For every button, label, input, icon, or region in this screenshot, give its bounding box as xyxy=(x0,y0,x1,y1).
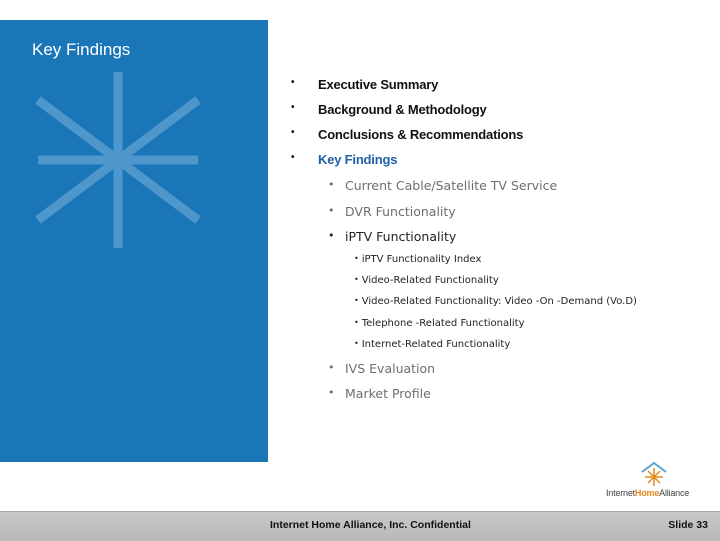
bullet-icon: • xyxy=(354,296,359,305)
sub-item-label: Current Cable/Satellite TV Service xyxy=(345,178,558,193)
bullet-icon: • xyxy=(354,318,359,327)
sub-sub-item-label: Video-Related Functionality: Video -On -Demand (Vo.D) xyxy=(361,296,637,307)
slide-title: Key Findings xyxy=(32,40,131,59)
agenda-item-background-methodology[interactable] xyxy=(291,102,487,117)
agenda-item-key-findings[interactable] xyxy=(291,152,398,167)
logo-text-home: Home xyxy=(634,488,660,498)
bullet-icon: • xyxy=(328,361,335,374)
logo-wordmark xyxy=(606,488,689,498)
sub-item-market-profile[interactable] xyxy=(328,386,431,401)
bullet-icon: • xyxy=(328,178,335,191)
bullet-icon: • xyxy=(291,77,295,88)
sub-sub-item-video[interactable] xyxy=(354,275,499,286)
confidential-notice: Internet Home Alliance, Inc. Confidential xyxy=(270,519,471,531)
sub-sub-item-label: iPTV Functionality Index xyxy=(361,254,482,265)
bullet-icon: • xyxy=(354,254,359,263)
sub-sub-item-iptv-index[interactable] xyxy=(354,254,481,265)
bullet-icon: • xyxy=(354,339,359,348)
slide-footer xyxy=(0,511,720,541)
bullet-icon: • xyxy=(291,127,295,138)
sub-sub-item-internet[interactable] xyxy=(354,339,510,350)
sub-sub-item-label: Internet-Related Functionality xyxy=(361,339,511,350)
agenda-item-conclusions-recommendations[interactable] xyxy=(291,127,524,142)
sub-item-label: Market Profile xyxy=(345,386,431,401)
bullet-icon: • xyxy=(328,229,335,242)
logo-text-internet: Internet xyxy=(606,488,635,498)
agenda-item-label: Executive Summary xyxy=(318,77,439,92)
sub-sub-item-label: Video-Related Functionality xyxy=(361,275,499,286)
agenda-item-label: Key Findings xyxy=(318,152,398,167)
sub-item-label: DVR Functionality xyxy=(345,204,456,219)
sub-item-ivs-evaluation[interactable] xyxy=(328,361,436,376)
bullet-icon: • xyxy=(291,152,295,163)
agenda-item-executive-summary[interactable] xyxy=(291,77,439,92)
agenda-item-label: Background & Methodology xyxy=(318,102,487,117)
asterisk-graphic xyxy=(0,20,268,462)
house-icon xyxy=(606,460,702,488)
sub-item-label: IVS Evaluation xyxy=(345,361,436,376)
sub-sub-item-telephone[interactable] xyxy=(354,318,525,329)
company-logo xyxy=(606,460,702,500)
sub-sub-item-vod[interactable] xyxy=(354,296,637,307)
title-panel xyxy=(0,20,268,462)
bullet-icon: • xyxy=(291,102,295,113)
sub-item-dvr[interactable] xyxy=(328,204,456,219)
sub-sub-item-label: Telephone -Related Functionality xyxy=(361,318,525,329)
bullet-icon: • xyxy=(354,275,359,284)
bullet-icon: • xyxy=(328,204,335,217)
sub-item-iptv[interactable] xyxy=(328,229,457,244)
bullet-icon: • xyxy=(328,386,335,399)
slide-number: Slide 33 xyxy=(668,519,708,531)
sub-item-cable-satellite[interactable] xyxy=(328,178,558,193)
agenda-item-label: Conclusions & Recommendations xyxy=(318,127,524,142)
logo-text-alliance: Alliance xyxy=(659,488,690,498)
sub-item-label: iPTV Functionality xyxy=(345,229,457,244)
